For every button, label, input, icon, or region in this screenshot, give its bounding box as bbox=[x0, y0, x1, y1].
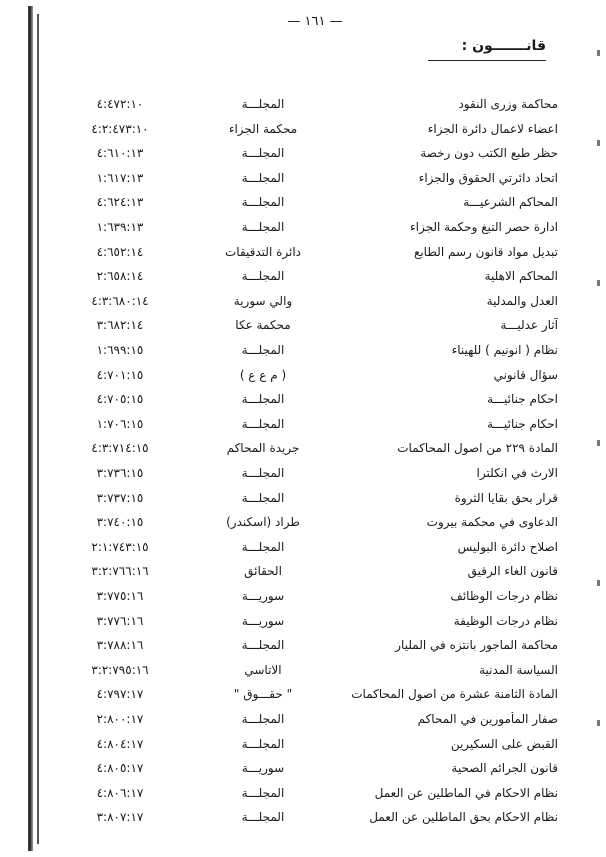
entry-reference: ٣:٧٧٥:١٦ bbox=[96, 589, 144, 603]
list-item bbox=[0, 491, 606, 515]
entry-title: القبض على السكيرين bbox=[450, 736, 558, 751]
entry-source: طراد (اسكندر) bbox=[226, 515, 300, 530]
list-item bbox=[0, 122, 606, 146]
entry-reference: ٣:٧٣٦:١٥ bbox=[96, 466, 144, 480]
entry-source: المجلـــة bbox=[241, 220, 285, 234]
entry-title: صفار المأمورين في المحاكم bbox=[417, 712, 558, 726]
entry-title: آثار عدليـــة bbox=[500, 318, 558, 333]
entry-source: المجلـــة bbox=[241, 269, 285, 284]
entry-reference: ٣:٧٣٧:١٥ bbox=[96, 490, 144, 505]
entry-source: والي سورية bbox=[233, 293, 293, 308]
entry-source: الاتاسي bbox=[244, 662, 282, 677]
list-item bbox=[0, 515, 606, 539]
list-item bbox=[0, 294, 606, 318]
entry-reference: ٢:١:٧٤٣:١٥ bbox=[91, 539, 149, 554]
entry-reference: ٣:٧٨٨:١٦ bbox=[96, 638, 144, 653]
list-item bbox=[0, 614, 606, 638]
entry-title: العدل والمدلية bbox=[486, 293, 558, 308]
entry-source: دائرة التدقيقات bbox=[224, 244, 302, 259]
list-item bbox=[0, 638, 606, 662]
list-item bbox=[0, 318, 606, 342]
entry-source: سوريـــة bbox=[241, 613, 285, 628]
entry-source: المجلـــة bbox=[241, 810, 285, 825]
list-item bbox=[0, 712, 606, 736]
entry-title: محاكمة وزرى النقود bbox=[458, 97, 558, 111]
entry-reference: ٢:٦٥٨:١٤ bbox=[96, 269, 144, 284]
entry-reference: ٣:٦٨٢:١٤ bbox=[96, 318, 144, 333]
entry-title: نظام درجات الوظائف bbox=[450, 589, 558, 603]
list-item bbox=[0, 737, 606, 761]
entry-reference: ٣:٨٠٧:١٧ bbox=[96, 810, 144, 825]
entry-title: الدعاوى في محكمة بيروت bbox=[426, 515, 558, 530]
entry-title: احكام جنائيـــة bbox=[487, 392, 558, 407]
entry-title: نظام درجات الوظيفة bbox=[453, 613, 558, 628]
entry-title: سؤال قانوني bbox=[493, 367, 558, 382]
list-item bbox=[0, 441, 606, 465]
entry-reference: ٤:٢:٤٧٣:١٠ bbox=[91, 121, 149, 136]
list-item bbox=[0, 687, 606, 711]
entry-reference: ٤:٦١٠:١٣ bbox=[96, 146, 144, 161]
entry-reference: ٣:٢:٧٩٥:١٦ bbox=[91, 662, 149, 677]
list-item bbox=[0, 761, 606, 785]
entry-source: المجلـــة bbox=[241, 736, 285, 751]
list-item bbox=[0, 245, 606, 269]
entry-source: ( م ع ع ) bbox=[239, 367, 287, 382]
page-number: — ١٦١ — bbox=[287, 14, 343, 29]
entry-title: تبديل مواد قانون رسم الطابع bbox=[413, 244, 558, 259]
entry-reference: ١:٦٣٩:١٣ bbox=[96, 220, 144, 234]
entry-reference: ١:٧٠٦:١٥ bbox=[96, 416, 144, 431]
list-item bbox=[0, 663, 606, 687]
entry-title: نظام الاحكام في الماطلين عن العمل bbox=[374, 785, 558, 800]
entry-source: المجلـــة bbox=[241, 785, 285, 800]
list-item bbox=[0, 97, 606, 121]
entry-reference: ٤:٤٧٢:١٠ bbox=[96, 97, 144, 111]
list-item bbox=[0, 392, 606, 416]
entry-title: السياسة المدنية bbox=[479, 662, 558, 677]
entry-reference: ٤:٦٥٢:١٤ bbox=[96, 244, 144, 259]
entry-reference: ١:٦١٧:١٣ bbox=[96, 170, 144, 185]
list-item bbox=[0, 171, 606, 195]
entry-reference: ٤:٧٠٥:١٥ bbox=[96, 392, 144, 407]
entry-title: احكام جنائيـــة bbox=[487, 416, 558, 431]
entry-title: حظر طبع الكتب دون رخصة bbox=[420, 146, 558, 161]
entry-source: المجلـــة bbox=[241, 343, 285, 357]
entry-title: قانون الجرائم الصحية bbox=[451, 761, 558, 776]
entry-source: المجلـــة bbox=[241, 490, 285, 505]
entry-reference: ١:٦٩٩:١٥ bbox=[96, 343, 144, 357]
entry-source: المجلـــة bbox=[241, 712, 285, 726]
entry-title: نظام الاحكام بحق الماطلين عن العمل bbox=[369, 810, 558, 825]
list-item bbox=[0, 589, 606, 613]
entry-title: ادارة حصر التبغ وحكمة الجزاء bbox=[410, 220, 558, 234]
list-item bbox=[0, 417, 606, 441]
entry-title: قرار بحق بقايا الثروة bbox=[454, 490, 558, 505]
entry-reference: ٤:٧٠١:١٥ bbox=[96, 367, 144, 382]
entry-reference: ٤:٧٩٧:١٧ bbox=[96, 687, 144, 702]
entry-source: المجلـــة bbox=[241, 638, 285, 653]
list-item bbox=[0, 146, 606, 170]
entry-reference: ٣:٧٤٠:١٥ bbox=[96, 515, 144, 530]
entry-reference: ٣:٢:٧٦٦:١٦ bbox=[91, 564, 149, 579]
entry-reference: ٤:٨٠٤:١٧ bbox=[96, 736, 144, 751]
entry-source: سوريـــة bbox=[241, 761, 285, 776]
list-item bbox=[0, 466, 606, 490]
entry-title: محاكمة الماجور بانتزه في المليار bbox=[395, 638, 558, 653]
entry-title: المحاكم الاهلية bbox=[484, 269, 558, 284]
entry-title: اعضاء لاعمال دائرة الجزاء bbox=[427, 121, 558, 136]
entry-reference: ٤:٣:٧١٤:١٥ bbox=[91, 441, 149, 456]
entry-title: المادة الثامنة عشرة من اصول المحاكمات bbox=[351, 687, 558, 702]
entry-reference: ٤:٣:٦٨٠:١٤ bbox=[91, 293, 149, 308]
entry-reference: ٤:٨٠٥:١٧ bbox=[96, 761, 144, 776]
entry-title: اتحاد دائرتي الحقوق والجزاء bbox=[418, 170, 558, 185]
entry-source: المجلـــة bbox=[241, 170, 285, 185]
entry-title: المحاكم الشرعيـــة bbox=[463, 195, 558, 210]
entry-source: سوريـــة bbox=[241, 589, 285, 603]
entry-source: المجلـــة bbox=[241, 97, 285, 111]
list-item bbox=[0, 269, 606, 293]
entry-source: الحقائق bbox=[244, 564, 282, 579]
entry-source: المجلـــة bbox=[241, 539, 285, 554]
list-item bbox=[0, 343, 606, 367]
entry-reference: ٢:٨٠٠:١٧ bbox=[96, 712, 144, 726]
entry-title: المادة ٢٢٩ من اصول المحاكمات bbox=[397, 441, 558, 456]
list-item bbox=[0, 195, 606, 219]
entry-source: المجلـــة bbox=[241, 416, 285, 431]
heading-underline bbox=[428, 60, 546, 61]
entry-source: المجلـــة bbox=[241, 466, 285, 480]
section-heading: قانـــــــون : bbox=[461, 38, 546, 54]
entry-reference: ٣:٧٧٦:١٦ bbox=[96, 613, 144, 628]
list-item bbox=[0, 786, 606, 810]
entry-source: المجلـــة bbox=[241, 392, 285, 407]
entry-source: المجلـــة bbox=[241, 146, 285, 161]
list-item bbox=[0, 564, 606, 588]
entry-source: " حقـــوق " bbox=[233, 687, 293, 702]
entry-source: محكمة الجزاء bbox=[228, 121, 298, 136]
entry-reference: ٤:٦٢٤:١٣ bbox=[96, 195, 144, 210]
entry-title: اصلاح دائرة البوليس bbox=[457, 539, 558, 554]
list-item bbox=[0, 368, 606, 392]
entry-source: جريدة المحاكم bbox=[226, 441, 300, 456]
entry-source: المجلـــة bbox=[241, 195, 285, 210]
entry-title: الارث في انكلترا bbox=[476, 466, 558, 480]
list-item bbox=[0, 540, 606, 564]
list-item bbox=[0, 810, 606, 834]
entry-title: نظام ( انونيم ) للهيناء bbox=[451, 343, 558, 357]
entry-source: محكمة عكا bbox=[235, 318, 291, 333]
list-item bbox=[0, 220, 606, 244]
entry-title: قانون الغاء الرقيق bbox=[467, 564, 558, 579]
entry-reference: ٤:٨٠٦:١٧ bbox=[96, 785, 144, 800]
